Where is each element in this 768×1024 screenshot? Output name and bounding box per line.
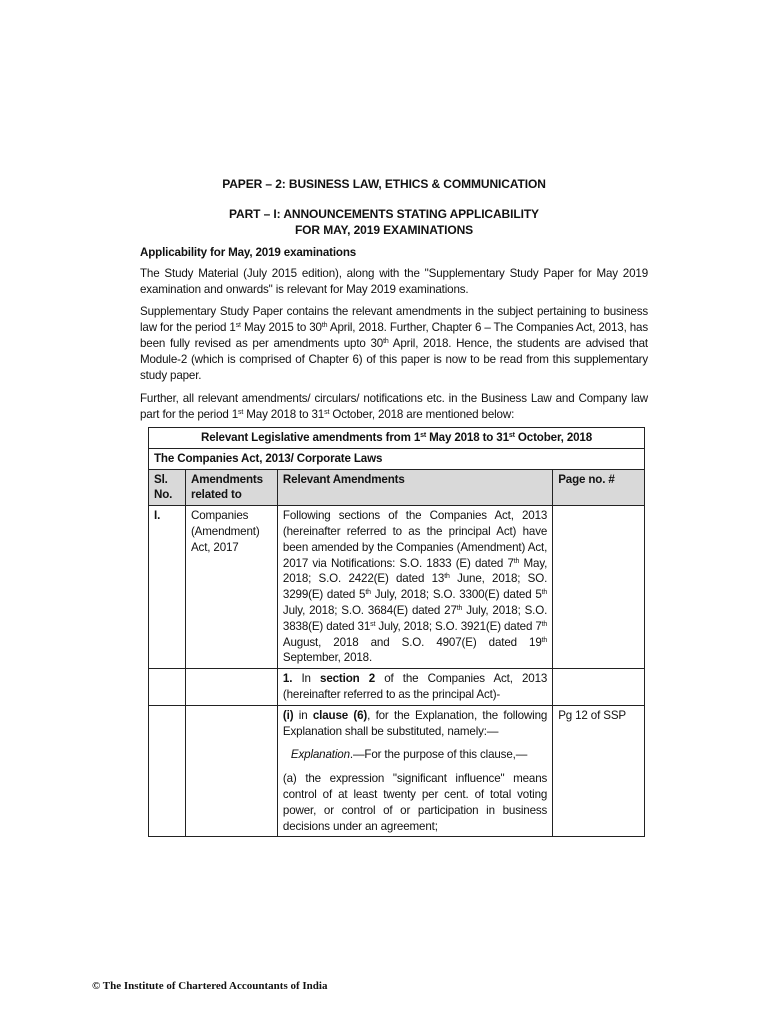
table-law-row xyxy=(149,448,645,469)
row-amendment-text: Following sections of the Companies Act, 2013 (hereinafter referred to as the principal Act) have been amended by the Companies (Amendment) Act, 2017 via Notifications: S.O. 1833 (E) dated 7th May, 2018; S.O. 2422(E) dated 13th June, 2018; SO. 3299(E) dated 5th July, 2018; S.O. 3300(E) dated 5th July, 2018; S.O. 3684(E) dated 27th July, 2018; S.O. 3838(E) dated 31st July, 2018; S.O. 3921(E) dated 7th August, 2018 and S.O. 4907(E) dated 19th September, 2018. xyxy=(277,506,552,669)
law-name: The Companies Act, 2013/ Corporate Laws xyxy=(149,448,645,469)
intro-paragraph-1: The Study Material (July 2015 edition), along with the "Supplementary Study Paper for May 2019 examination and onwards" is relevant for May 2019 examinations. xyxy=(140,267,648,296)
clause-6-text: (i) in clause (6), for the Explanation, the following Explanation shall be substituted, namely:— Explanation.—For the purpose of this clause,— (a) the expression "significant influence" means control of at least twenty per cent. of total voting power, or control of or participation in business decisions under an agreement; xyxy=(277,705,552,837)
footer-copyright: © The Institute of Chartered Accountants of India xyxy=(92,980,328,992)
table-title: Relevant Legislative amendments from 1st May 2018 to 31st October, 2018 xyxy=(149,428,645,449)
amendments-table xyxy=(148,427,645,837)
intro-paragraph-2: Supplementary Study Paper contains the relevant amendments in the subject pertaining to business law for the period 1st May 2015 to 30th April, 2018. Further, Chapter 6 – The Companies Act, 2013, has been fully revised as per amendments upto 30th April, 2018. Hence, the students are advised that Module-2 (which is comprised of Chapter 6) of this paper is now to be read from this supplementary study paper. xyxy=(140,305,648,382)
page-reference: Pg 12 of SSP xyxy=(553,705,645,837)
table-header-row xyxy=(149,469,645,506)
applicability-subheading: Applicability for May, 2019 examinations xyxy=(140,246,357,259)
paper-heading: PAPER – 2: BUSINESS LAW, ETHICS & COMMUNICATION xyxy=(222,177,546,191)
table-row xyxy=(149,506,645,669)
header-page-no: Page no. # xyxy=(553,469,645,506)
section-2-text: 1. In section 2 of the Companies Act, 2013 (hereinafter referred to as the principal Act)- xyxy=(277,669,552,706)
part-heading-line2: FOR MAY, 2019 EXAMINATIONS xyxy=(294,223,474,237)
table-title-row xyxy=(149,428,645,449)
row-sl-no: I. xyxy=(149,506,186,669)
header-relevant-amendments: Relevant Amendments xyxy=(277,469,552,506)
table-row xyxy=(149,669,645,706)
row-page-no xyxy=(553,506,645,669)
header-amendments-related: Amendments related to xyxy=(185,469,277,506)
intro-paragraph-3: Further, all relevant amendments/ circulars/ notifications etc. in the Business Law and Company law part for the period 1st May 2018 to 31st October, 2018 are mentioned below: xyxy=(140,392,648,421)
row-related: Companies (Amendment) Act, 2017 xyxy=(185,506,277,669)
part-heading-line1: PART – I: ANNOUNCEMENTS STATING APPLICABILITY xyxy=(229,207,539,221)
part-heading xyxy=(0,206,768,238)
header-sl-no: Sl. No. xyxy=(149,469,186,506)
table-row xyxy=(149,705,645,837)
